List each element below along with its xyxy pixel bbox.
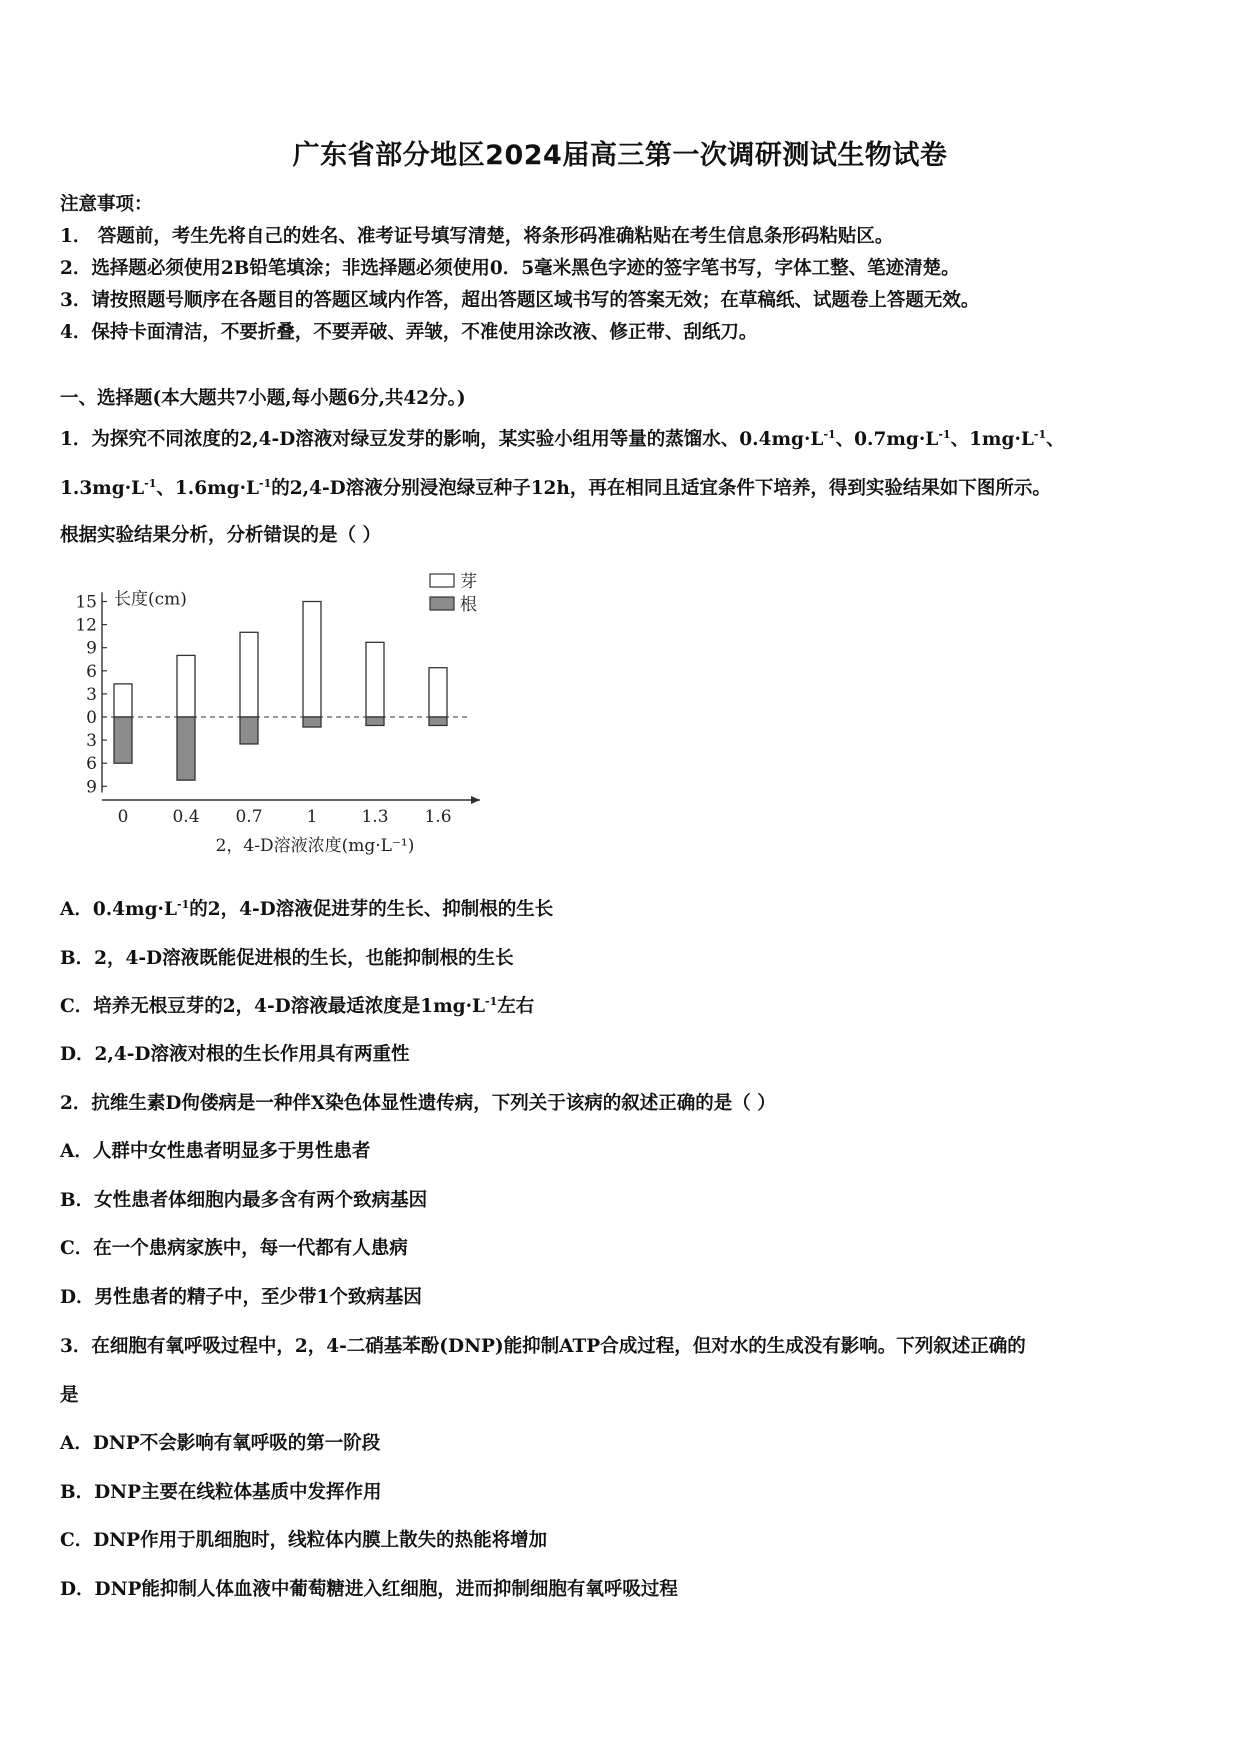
x-axis-label: 2，4-D溶液浓度(mg·L⁻¹) [215,836,415,856]
q1-text: 、1mg·L [950,429,1034,450]
q1-option-b: B．2，4-D溶液既能促进根的生长，也能抑制根的生长 [60,948,514,969]
bud-bar [429,668,447,717]
y-tick-label: 12 [75,615,97,636]
superscript: -1 [259,477,272,490]
q3-option-b: B．DNP主要在线粒体基质中发挥作用 [60,1482,382,1503]
notice-item: 4．保持卡面清洁，不要折叠，不要弄破、弄皱，不准使用涂改液、修正带、刮纸刀。 [60,322,758,343]
root-bar [303,717,321,727]
superscript: -1 [938,428,951,441]
bud-bar [366,642,384,717]
q3-stem-line1: 3．在细胞有氧呼吸过程中，2，4-二硝基苯酚(DNP)能抑制ATP合成过程，但对水的生成没有影响。下列叙述正确的 [60,1336,1026,1357]
x-tick-label: 0.7 [235,807,263,827]
x-axis-arrow [471,796,480,804]
q1-text: 1．为探究不同浓度的2,4-D溶液对绿豆发芽的影响，某实验小组用等量的蒸馏水、0.4mg·L [60,429,824,450]
q1-text: 、1.6mg·L [156,478,260,499]
page-title: 广东省部分地区2024届高三第一次调研测试生物试卷 [292,140,948,171]
legend-label-bud: 芽 [460,572,477,592]
y-tick-label: 6 [86,661,97,682]
legend-swatch-bud [430,574,454,587]
q1-option-a [60,895,553,921]
root-bar [114,717,132,763]
x-tick-label: 1 [306,807,318,827]
q1-text: 、0.7mg·L [835,429,939,450]
q2-option-d: D．男性患者的精子中，至少带1个致病基因 [60,1287,422,1308]
x-tick-label: 0.4 [172,807,200,827]
bud-bar [240,632,258,717]
option-text: A．0.4mg·L [60,899,177,920]
superscript: -1 [485,995,498,1008]
y-tick-label: 9 [86,638,97,659]
superscript: -1 [1033,428,1047,441]
x-tick-label: 1.6 [424,807,452,827]
root-bar [177,717,195,780]
q1-text: 1.3mg·L [60,478,145,499]
q3-stem-line2: 是 [60,1385,79,1406]
y-tick-label: 0 [86,708,97,728]
legend-label-root: 根 [460,595,477,615]
bud-bar [114,684,132,717]
superscript: -1 [177,898,190,911]
notice-item: 2．选择题必须使用2B铅笔填涂；非选择题必须使用0．5毫米黑色字迹的签字笔书写，字体工整、笔迹清楚。 [60,258,960,279]
superscript: -1 [823,428,836,441]
q1-stem-line1 [60,425,1065,451]
q2-stem: 2．抗维生素D佝偻病是一种伴X染色体显性遗传病，下列关于该病的叙述正确的是（ ） [60,1093,776,1114]
y-tick-label: 15 [75,592,97,613]
notice-item: 1． 答题前，考生先将自己的姓名、准考证号填写清楚，将条形码准确粘贴在考生信息条形码粘贴区。 [60,226,894,247]
q1-text: 、 [1046,429,1065,450]
option-text: 的2，4-D溶液促进芽的生长、抑制根的生长 [189,899,554,920]
y-tick-label: 3 [86,731,97,752]
bar-chart [60,566,520,866]
q2-option-b: B．女性患者体细胞内最多含有两个致病基因 [60,1190,428,1211]
q1-option-d: D．2,4-D溶液对根的生长作用具有两重性 [60,1044,410,1065]
q1-stem-line3: 根据实验结果分析，分析错误的是（ ） [60,525,381,546]
y-axis-label: 长度(cm) [114,589,187,610]
q1-stem-line2 [60,474,1051,500]
y-tick-label: 9 [86,777,97,798]
q3-option-d: D．DNP能抑制人体血液中葡萄糖进入红细胞，进而抑制细胞有氧呼吸过程 [60,1579,678,1600]
chart-svg [60,566,520,866]
option-text: C．培养无根豆芽的2，4-D溶液最适浓度是1mg·L [60,996,486,1017]
q1-option-c [60,992,534,1018]
q2-option-c: C．在一个患病家族中，每一代都有人患病 [60,1238,408,1259]
bud-bar [303,602,321,718]
q3-option-a: A．DNP不会影响有氧呼吸的第一阶段 [60,1433,381,1454]
bud-bar [177,655,195,717]
legend-swatch-root [430,597,454,610]
section-heading: 一、选择题(本大题共7小题,每小题6分,共42分。) [60,388,466,409]
root-bar [429,717,447,725]
x-tick-label: 0 [117,807,129,827]
y-tick-label: 6 [86,754,97,775]
y-tick-label: 3 [86,684,97,705]
root-bar [366,717,384,725]
q1-text: 的2,4-D溶液分别浸泡绿豆种子12h，再在相同且适宜条件下培养，得到实验结果如下图所示。 [271,478,1051,499]
q2-option-a: A．人群中女性患者明显多于男性患者 [60,1141,371,1162]
x-tick-label: 1.3 [361,807,389,827]
option-text: 左右 [497,996,535,1017]
q3-option-c: C．DNP作用于肌细胞时，线粒体内膜上散失的热能将增加 [60,1530,548,1551]
notice-item: 3．请按照题号顺序在各题目的答题区域内作答，超出答题区域书写的答案无效；在草稿纸、试题卷上答题无效。 [60,290,980,311]
superscript: -1 [144,477,157,490]
notice-heading: 注意事项： [60,194,153,215]
root-bar [240,717,258,744]
